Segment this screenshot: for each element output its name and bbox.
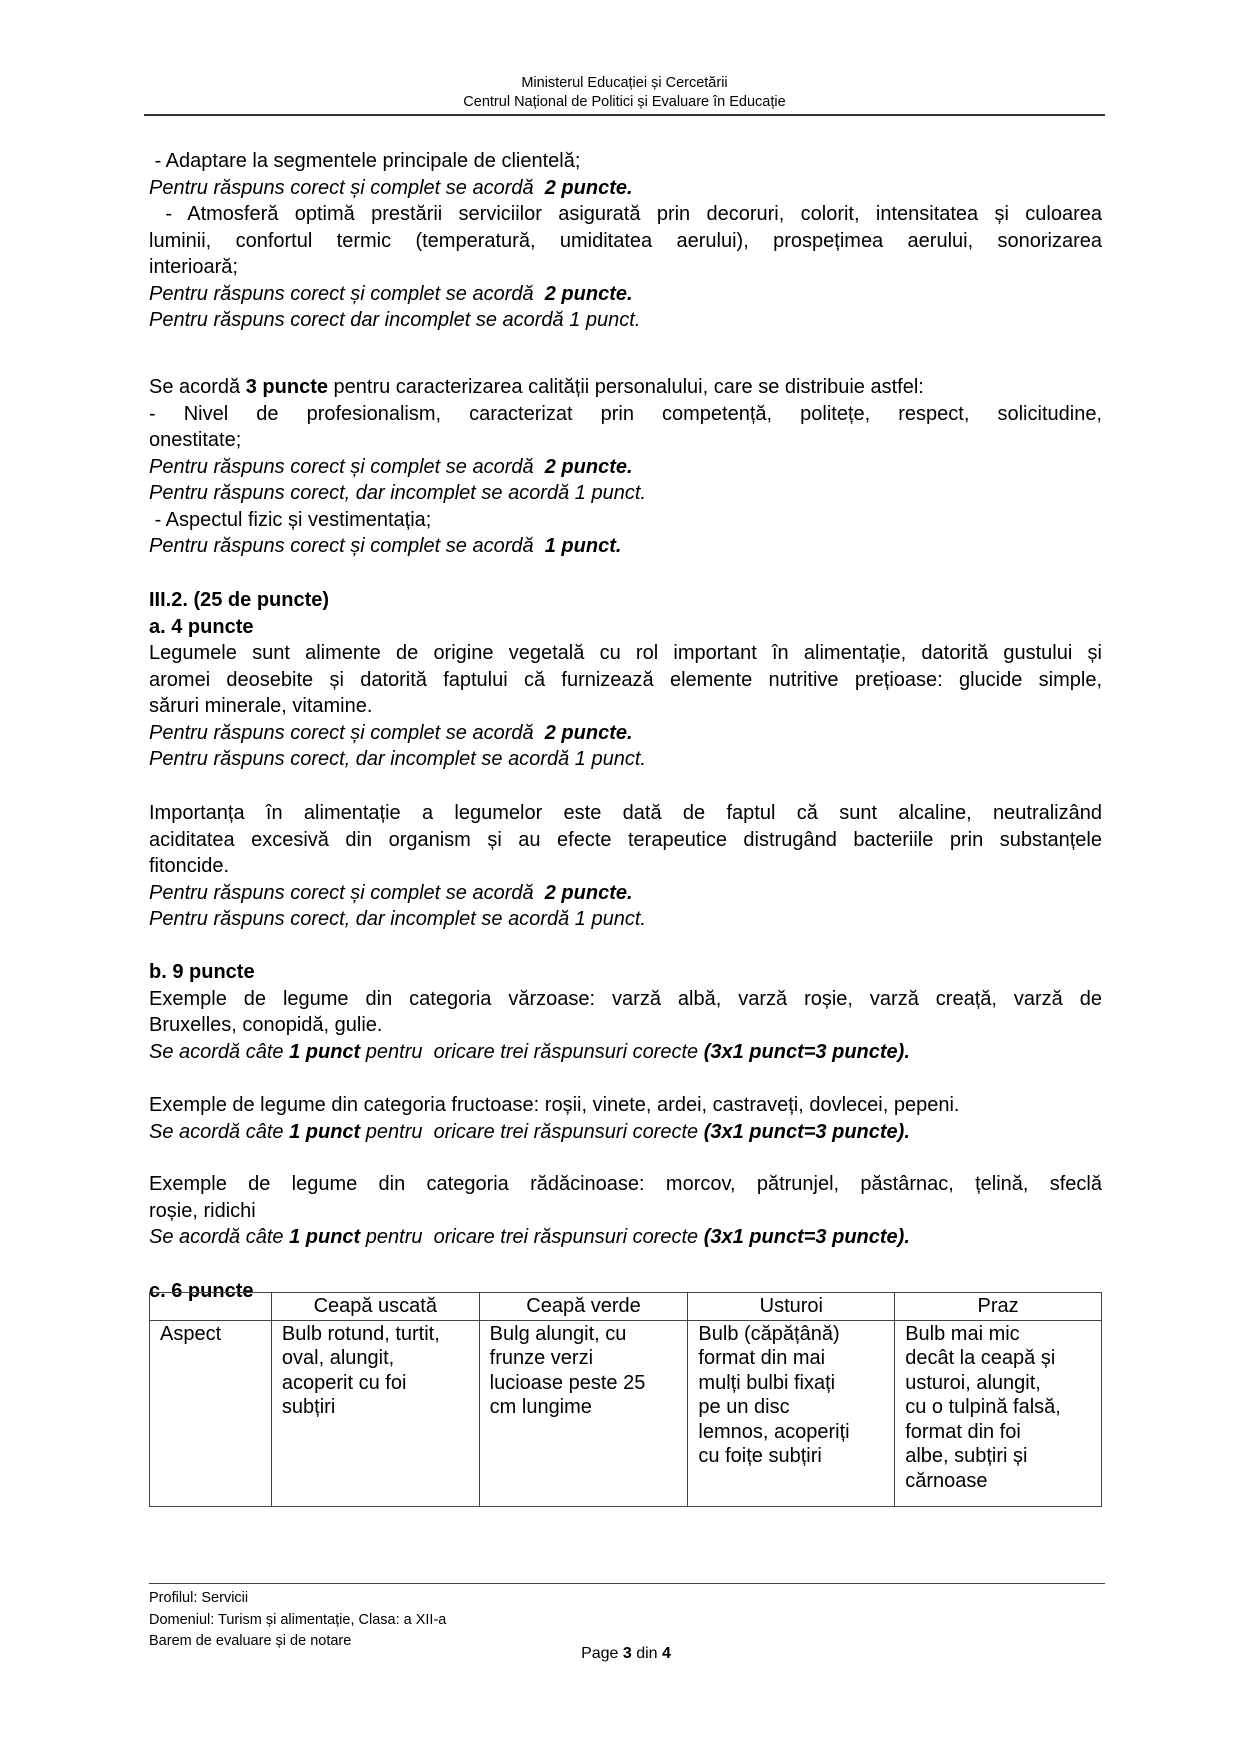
cell-line: decât la ceapă și <box>905 1347 1056 1369</box>
bold-text: c. 6 puncte <box>149 1280 254 1302</box>
text-line <box>149 254 1102 281</box>
body-text: fitoncide. <box>149 855 230 877</box>
table-row <box>150 1320 1102 1506</box>
text-line <box>149 587 1102 614</box>
bold-text: 1 punct. <box>544 535 622 557</box>
page-sep: din <box>631 1645 663 1662</box>
text-line <box>149 746 1102 773</box>
text-block <box>149 800 1102 933</box>
italic-text: pentru oricare trei răspunsuri corecte <box>360 1040 704 1063</box>
cell-line: acoperit cu foi <box>281 1371 407 1394</box>
italic-text: Se acordă câte <box>149 1226 290 1248</box>
body-text: interioară; <box>149 256 238 278</box>
center-name: Centrul Național de Politici și Evaluare în Educație <box>463 94 786 110</box>
text-line <box>149 827 1102 854</box>
cell-line: usturoi, alungit, <box>905 1371 1041 1394</box>
cell-line: lucioase peste 25 <box>489 1371 646 1394</box>
table-header-cell: Praz <box>895 1293 1102 1321</box>
text-line <box>149 454 1102 481</box>
body-text: - Nivel de profesionalism, caracterizat prin competență, politețe, respect, solicitudine, <box>149 402 1102 425</box>
text-line <box>149 281 1102 308</box>
text-block <box>149 959 1102 1065</box>
table-cell <box>271 1320 479 1506</box>
document-footer <box>149 1588 446 1653</box>
body-text: aromei deosebite și datorită faptului că furnizează elemente nutritive prețioase: glucide simple, <box>149 668 1102 691</box>
text-line <box>149 401 1102 428</box>
body-text: - Aspectul fizic și vestimentația; <box>149 508 432 531</box>
body-text: Exemple de legume din categoria vărzoase: varză albă, varză roșie, varză creață, varză de <box>149 987 1102 1010</box>
text-block <box>149 587 1102 773</box>
italic-text: pentru oricare trei răspunsuri corecte <box>360 1226 704 1248</box>
cell-line: format din foi <box>905 1420 1021 1443</box>
body-text: Exemple de legume din categoria rădăcinoase: morcov, pătrunjel, păstârnac, țelină, sfeclă <box>149 1173 1102 1195</box>
text-line <box>149 640 1102 667</box>
page-current: 3 <box>622 1645 632 1662</box>
bold-text: (3x1 punct=3 puncte). <box>703 1040 910 1063</box>
cell-line: mulți bulbi fixați <box>698 1371 836 1394</box>
document-header <box>144 74 1105 112</box>
table-cell <box>479 1320 688 1506</box>
bold-text: 2 puncte. <box>544 282 633 305</box>
footer-profile: Profilul: Servicii <box>149 1590 249 1606</box>
text-line <box>149 427 1102 454</box>
text-line <box>149 374 1102 401</box>
table-header-cell: Ceapă uscată <box>271 1293 479 1321</box>
bold-text: 1 punct <box>289 1040 361 1063</box>
row-label: Aspect <box>150 1320 272 1506</box>
page-total: 4 <box>662 1645 671 1662</box>
italic-text: Se acordă câte <box>149 1040 290 1063</box>
italic-text: Pentru răspuns corect și complet se acordă <box>149 176 545 199</box>
cell-line: cu foițe subțiri <box>698 1445 822 1467</box>
cell-line: oval, alungit, <box>281 1347 395 1369</box>
bold-text: a. 4 puncte <box>149 615 254 638</box>
body-text: Exemple de legume din categoria fructoase: roșii, vinete, ardei, castraveți, dovlecei, pepeni. <box>149 1094 960 1116</box>
cell-line: Bulg alungit, cu <box>489 1322 627 1345</box>
footer-doc-type: Barem de evaluare și de notare <box>149 1633 352 1649</box>
italic-text: Pentru răspuns corect și complet se acordă <box>149 282 545 305</box>
italic-text: Pentru răspuns corect și complet se acordă <box>149 881 545 904</box>
cell-line: cărnoase <box>905 1469 988 1492</box>
footer-divider <box>149 1583 1105 1584</box>
body-text: Se acordă <box>149 376 246 398</box>
header-divider <box>144 114 1105 116</box>
cell-line: cu o tulpină falsă, <box>905 1396 1061 1418</box>
italic-text: Pentru răspuns corect, dar incomplet se acordă 1 punct. <box>149 748 646 770</box>
body-text: onestitate; <box>149 429 242 451</box>
cell-line: Bulb mai mic <box>905 1322 1020 1345</box>
text-line <box>149 906 1102 933</box>
italic-text: Pentru răspuns corect și complet se acordă <box>149 455 545 478</box>
cell-line: frunze verzi <box>489 1347 594 1369</box>
cell-line: subțiri <box>281 1396 336 1418</box>
ministry-name: Ministerul Educației și Cercetării <box>521 75 728 91</box>
italic-text: Pentru răspuns corect și complet se acordă <box>149 535 545 557</box>
bold-text: 1 punct <box>289 1226 361 1248</box>
body-text: pentru caracterizarea calității personalului, care se distribuie astfel: <box>327 376 924 398</box>
cell-line: cm lungime <box>489 1396 592 1418</box>
table-cell <box>688 1320 895 1506</box>
body-text: Bruxelles, conopidă, gulie. <box>149 1014 383 1036</box>
body-text: Legumele sunt alimente de origine vegetală cu rol important în alimentație, datorită gustului și <box>149 642 1102 664</box>
cell-line: lemnos, acoperiți <box>698 1420 850 1443</box>
body-text: - Adaptare la segmentele principale de clientelă; <box>149 150 581 172</box>
italic-text: Pentru răspuns corect, dar incomplet se acordă 1 punct. <box>149 482 646 504</box>
body-text: aciditatea excesivă din organism și au efecte terapeutice distrugând bacteriile prin substanțele <box>149 828 1102 851</box>
text-line <box>149 1171 1102 1198</box>
text-line <box>149 853 1102 880</box>
table-header-cell <box>150 1293 272 1321</box>
page-number <box>0 1645 1241 1663</box>
text-line <box>149 1198 1102 1225</box>
bold-text: 3 puncte <box>245 376 328 398</box>
text-line <box>149 507 1102 534</box>
text-line <box>149 800 1102 827</box>
text-line <box>149 667 1102 694</box>
body-text: roșie, ridichi <box>149 1199 256 1222</box>
text-line <box>149 480 1102 507</box>
bold-text: (3x1 punct=3 puncte). <box>703 1120 910 1143</box>
text-block <box>149 1092 1102 1145</box>
onion-comparison-table <box>149 1292 1102 1507</box>
bold-text: (3x1 punct=3 puncte). <box>703 1226 910 1248</box>
text-line <box>149 1012 1102 1039</box>
italic-text: Pentru răspuns corect, dar incomplet se acordă 1 punct. <box>149 908 646 930</box>
italic-text: Se acordă câte <box>149 1120 290 1143</box>
text-block <box>149 148 1102 334</box>
text-line <box>149 228 1102 255</box>
body-text: luminii, confortul termic (temperatură, umiditatea aerului), prospețimea aerului, sonorizarea <box>149 229 1102 252</box>
text-line <box>149 148 1102 175</box>
text-line <box>149 1224 1102 1251</box>
table-header-cell: Ceapă verde <box>479 1293 688 1321</box>
bold-text: 2 puncte. <box>544 881 633 904</box>
text-line <box>149 201 1102 228</box>
text-line <box>149 533 1102 560</box>
footer-domain: Domeniul: Turism și alimentație, Clasa: a XII-a <box>149 1611 447 1628</box>
body-text: Importanța în alimentație a legumelor este dată de faptul că sunt alcaline, neutralizând <box>149 802 1102 824</box>
bold-text: 1 punct <box>289 1120 361 1143</box>
text-line <box>149 614 1102 641</box>
table-header-cell: Usturoi <box>688 1293 895 1321</box>
text-line <box>149 175 1102 202</box>
text-line <box>149 1092 1102 1119</box>
cell-line: albe, subțiri și <box>905 1445 1028 1467</box>
bold-text: 2 puncte. <box>544 721 633 744</box>
bold-text: 2 puncte. <box>544 176 633 199</box>
bold-text: b. 9 puncte <box>149 961 255 983</box>
text-line <box>149 986 1102 1013</box>
cell-line: Bulb (căpățână) <box>698 1322 840 1345</box>
cell-line: format din mai <box>698 1347 826 1369</box>
text-line <box>149 959 1102 986</box>
italic-text: Pentru răspuns corect dar incomplet se acordă 1 punct. <box>149 309 641 331</box>
text-line <box>149 720 1102 747</box>
text-line <box>149 693 1102 720</box>
body-text: săruri minerale, vitamine. <box>149 695 373 717</box>
italic-text: pentru oricare trei răspunsuri corecte <box>360 1120 704 1143</box>
cell-line: pe un disc <box>698 1396 790 1418</box>
text-line <box>149 1039 1102 1066</box>
table-cell <box>895 1320 1102 1506</box>
text-block <box>149 1171 1102 1251</box>
bold-text: 2 puncte. <box>544 455 633 478</box>
bold-text: III.2. (25 de puncte) <box>149 589 330 611</box>
text-line <box>149 307 1102 334</box>
text-line <box>149 880 1102 907</box>
cell-line: Bulb rotund, turtit, <box>281 1322 440 1345</box>
table-header-row <box>150 1293 1102 1321</box>
body-text: - Atmosferă optimă prestării serviciilor asigurată prin decoruri, colorit, intensitatea și culoarea <box>149 203 1103 225</box>
page-prefix: Page <box>581 1645 623 1662</box>
text-block <box>149 374 1102 560</box>
italic-text: Pentru răspuns corect și complet se acordă <box>149 721 545 744</box>
text-line <box>149 1119 1102 1146</box>
